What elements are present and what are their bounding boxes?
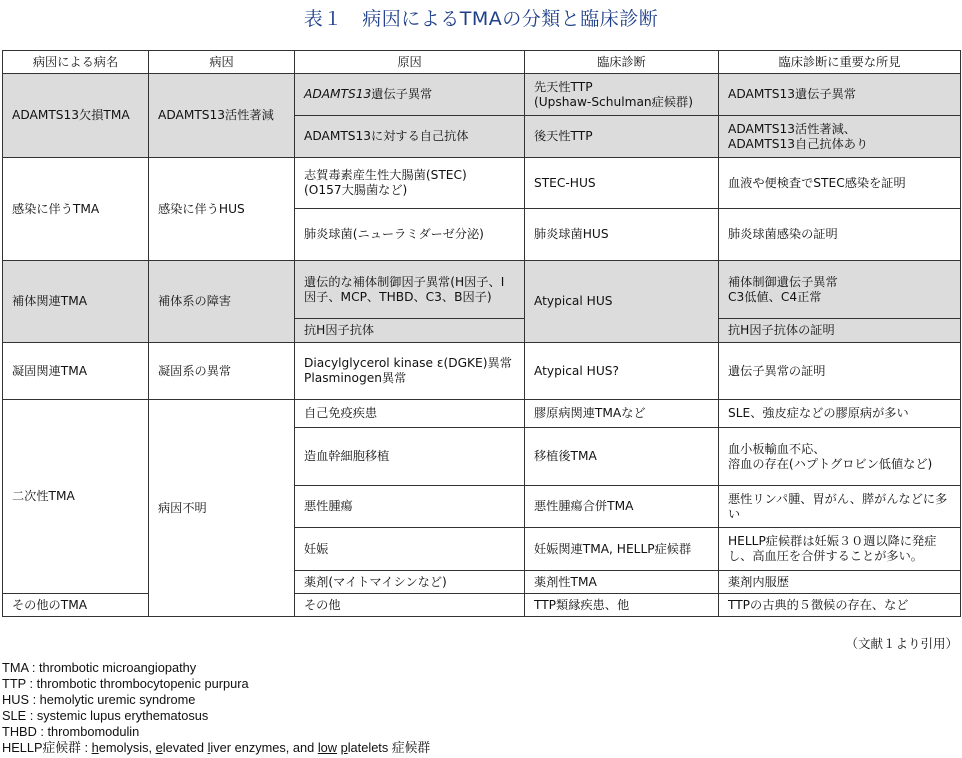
cause-cell [295, 74, 525, 116]
diagnosis-cell: Atypical HUS [525, 261, 719, 343]
cause-cell: 遺伝的な補体制御因子異常(H因子、I因子、MCP、THBD、C3、B因子) [295, 261, 525, 319]
abbreviation-list [2, 660, 430, 756]
finding-line: ADAMTS13活性著減、 [728, 121, 856, 136]
hellp-letter: l [207, 740, 211, 755]
abbreviation-hellp [2, 740, 430, 756]
diagnosis-cell: 妊娠関連TMA, HELLP症候群 [525, 528, 719, 571]
finding-line: 溶血の存在(ハプトグロビン低値など) [728, 456, 933, 471]
finding-line: 補体制御遺伝子異常 [728, 274, 838, 289]
abbreviation-sle: SLE : systemic lupus erythematosus [2, 708, 209, 723]
citation-note: （文献１より引用） [845, 636, 958, 651]
cause-cell [295, 343, 525, 400]
hellp-text: latelets 症候群 [347, 740, 431, 755]
table-row [3, 594, 961, 617]
finding-cell: ADAMTS13遺伝子異常 [719, 74, 961, 116]
finding-cell: 血液や便検査でSTEC感染を証明 [719, 158, 961, 209]
cause-cell: ADAMTS13に対する自己抗体 [295, 116, 525, 158]
diagnosis-cell: STEC-HUS [525, 158, 719, 209]
gene-name-italic: ADAMTS13 [304, 87, 372, 101]
finding-cell: 肺炎球菌感染の証明 [719, 209, 961, 261]
diagnosis-cell [525, 74, 719, 116]
diagnosis-line: (Upshaw-Schulman症候群) [534, 94, 693, 109]
header-cause: 原因 [295, 51, 525, 74]
abbreviation-tma: TMA : thrombotic microangiopathy [2, 660, 197, 675]
disease-name-cell: 感染に伴うTMA [3, 158, 149, 261]
diagnosis-cell: 肺炎球菌HUS [525, 209, 719, 261]
cause-line: Plasminogen異常 [304, 371, 407, 385]
finding-cell: 抗H因子抗体の証明 [719, 319, 961, 343]
diagnosis-cell: TTP類縁疾患、他 [525, 594, 719, 617]
cause-cell: 造血幹細胞移植 [295, 428, 525, 486]
etiology-cell: 感染に伴うHUS [149, 158, 295, 261]
abbreviation-hus: HUS : hemolytic uremic syndrome [2, 692, 196, 707]
tma-classification-table [2, 50, 961, 617]
diagnosis-line: 先天性TTP [534, 79, 593, 94]
hellp-letter: low [317, 740, 338, 755]
finding-cell [719, 428, 961, 486]
finding-line: ADAMTS13自己抗体あり [728, 136, 869, 151]
finding-cell: SLE、強皮症などの膠原病が多い [719, 400, 961, 428]
header-etiology: 病因 [149, 51, 295, 74]
header-key-findings: 臨床診断に重要な所見 [719, 51, 961, 74]
hellp-letter: p [340, 740, 348, 755]
table-header-row [3, 51, 961, 74]
disease-name-cell: 凝固関連TMA [3, 343, 149, 400]
hellp-text: emolysis, [98, 740, 156, 755]
etiology-cell: 凝固系の異常 [149, 343, 295, 400]
hellp-text: levated [162, 740, 208, 755]
finding-cell [719, 116, 961, 158]
cause-cell: 妊娠 [295, 528, 525, 571]
finding-cell: 遺伝子異常の証明 [719, 343, 961, 400]
cause-line: (O157大腸菌など) [304, 183, 408, 197]
cause-cell: 自己免疫疾患 [295, 400, 525, 428]
disease-name-cell: その他のTMA [3, 594, 149, 617]
finding-cell: TTPの古典的５徴候の存在、など [719, 594, 961, 617]
cause-cell: 悪性腫瘍 [295, 486, 525, 528]
header-clinical-diagnosis: 臨床診断 [525, 51, 719, 74]
hellp-letter: h [91, 740, 99, 755]
disease-name-cell: 補体関連TMA [3, 261, 149, 343]
table-row [3, 74, 961, 116]
abbreviation-thbd: THBD : thrombomodulin [2, 724, 140, 739]
cause-cell: 薬剤(マイトマイシンなど) [295, 571, 525, 594]
diagnosis-cell: 後天性TTP [525, 116, 719, 158]
finding-line: C3低値、C4正常 [728, 289, 822, 304]
table-row [3, 261, 961, 319]
cause-line: 志賀毒素産生性大腸菌(STEC) [304, 168, 467, 182]
cause-text: 遺伝子異常 [371, 87, 433, 101]
hellp-text: iver enzymes, and [210, 740, 318, 755]
abbreviation-ttp: TTP : thrombotic thrombocytopenic purpura [2, 676, 249, 691]
finding-cell [719, 261, 961, 319]
cause-cell: その他 [295, 594, 525, 617]
finding-cell: 悪性リンパ腫、胃がん、膵がんなどに多い [719, 486, 961, 528]
hellp-letter: e [155, 740, 163, 755]
etiology-cell: ADAMTS13活性著減 [149, 74, 295, 158]
table-row [3, 400, 961, 428]
table-title: 表１ 病因によるTMAの分類と臨床診断 [303, 8, 659, 30]
cause-cell: 肺炎球菌(ニューラミダーゼ分泌) [295, 209, 525, 261]
table-row [3, 343, 961, 400]
finding-line: 血小板輸血不応、 [728, 441, 826, 456]
diagnosis-cell: 膠原病関連TMAなど [525, 400, 719, 428]
finding-cell: HELLP症候群は妊娠３０週以降に発症し、高血圧を合併することが多い。 [719, 528, 961, 571]
disease-name-cell: 二次性TMA [3, 400, 149, 594]
cause-line: Diacylglycerol kinase ε(DGKE)異常 [304, 356, 512, 370]
cause-cell: 抗H因子抗体 [295, 319, 525, 343]
table-row [3, 158, 961, 209]
hellp-label: HELLP症候群 : [2, 740, 92, 755]
diagnosis-cell: 薬剤性TMA [525, 571, 719, 594]
finding-cell: 薬剤内服歴 [719, 571, 961, 594]
diagnosis-cell: 悪性腫瘍合併TMA [525, 486, 719, 528]
diagnosis-cell: 移植後TMA [525, 428, 719, 486]
etiology-cell: 病因不明 [149, 400, 295, 617]
etiology-cell: 補体系の障害 [149, 261, 295, 343]
disease-name-cell: ADAMTS13欠損TMA [3, 74, 149, 158]
header-disease-name: 病因による病名 [3, 51, 149, 74]
cause-cell [295, 158, 525, 209]
diagnosis-cell: Atypical HUS? [525, 343, 719, 400]
